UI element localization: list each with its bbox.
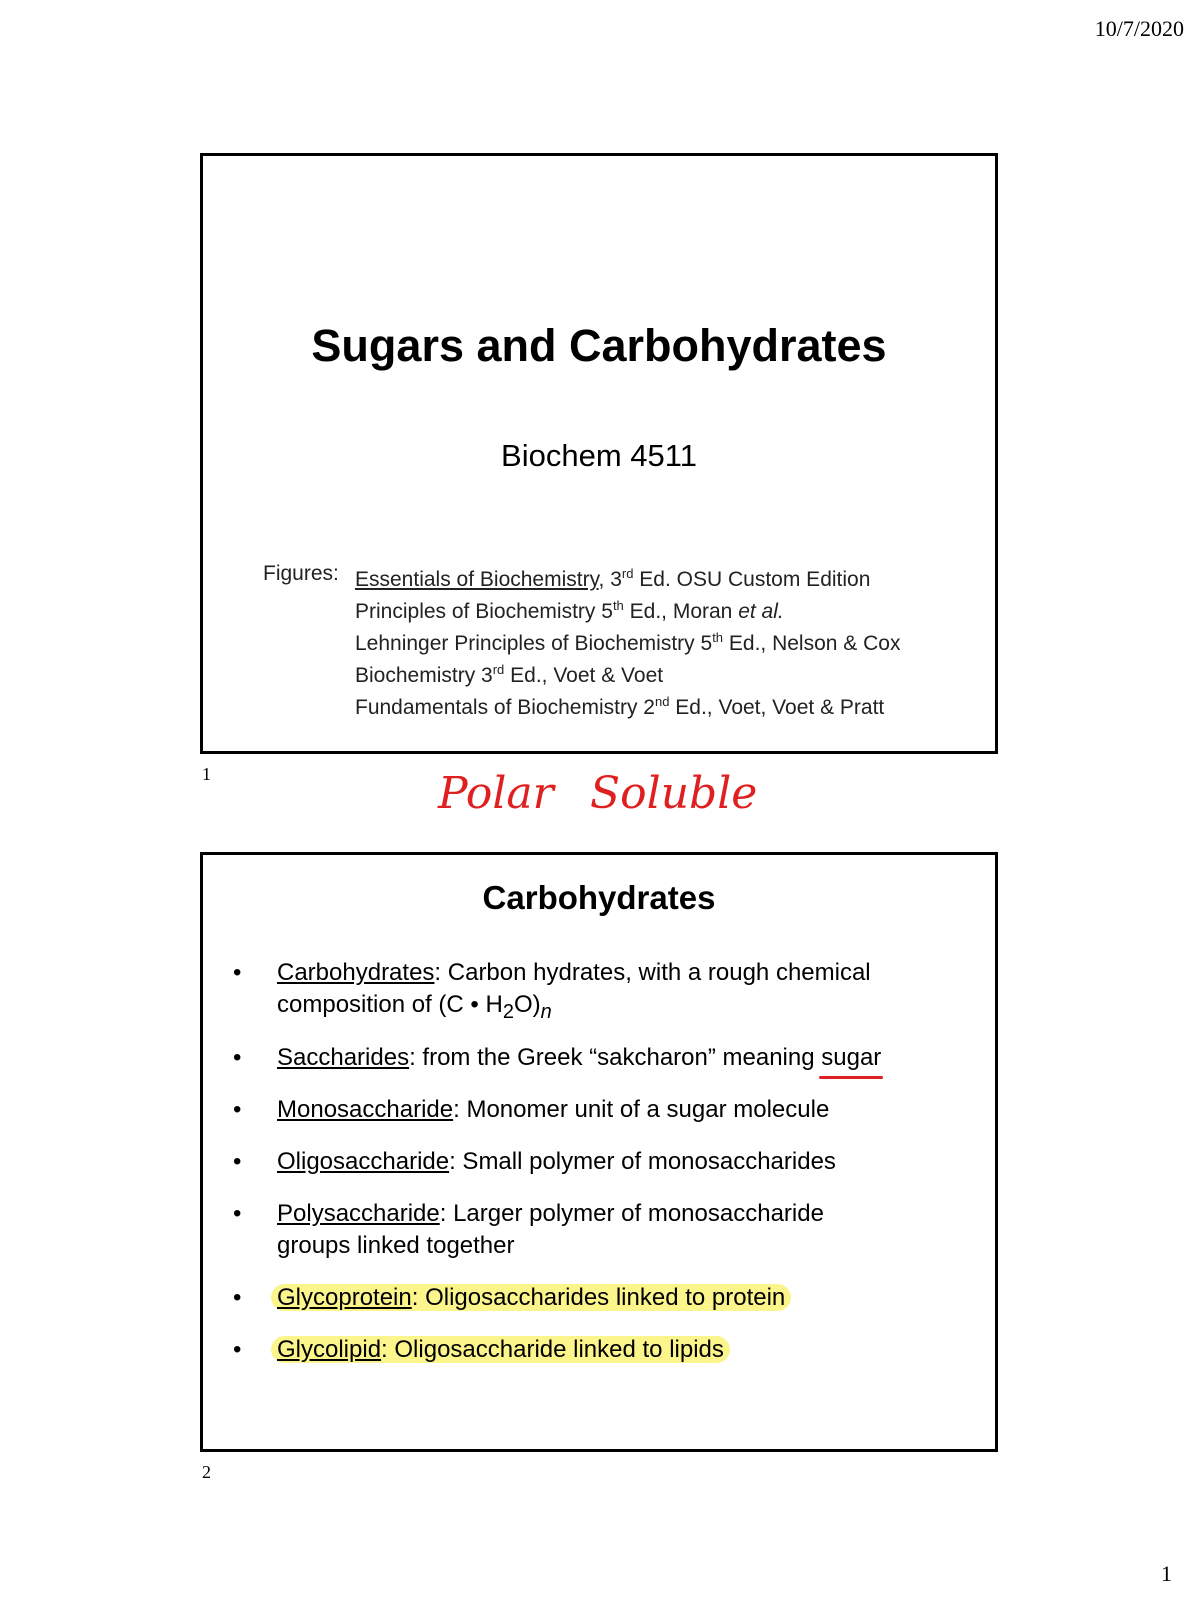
bullet-list: [233, 957, 965, 1366]
slide-2: [200, 852, 998, 1452]
bullet-icon: •: [233, 1095, 242, 1123]
bullet-icon: •: [233, 1199, 242, 1227]
page-date: 10/7/2020: [1094, 16, 1184, 41]
reference-item: Lehninger Principles of Biochemistry 5th Ed., Nelson & Cox: [355, 630, 901, 655]
bullet-item: • Monosaccharide: Monomer unit of a sugar molecule: [233, 1094, 965, 1126]
slide-number: 2: [202, 1462, 211, 1482]
reference-item: Principles of Biochemistry 5th Ed., Moran et al.: [355, 598, 784, 623]
slide-number: 1: [202, 764, 211, 784]
slide-subtitle: Biochem 4511: [501, 438, 697, 473]
handwritten-word-soluble: Soluble: [590, 768, 758, 819]
handwritten-annotation: [438, 760, 758, 830]
handwritten-underline: [819, 1076, 883, 1079]
reference-item: Essentials of Biochemistry, 3rd Ed. OSU Custom Edition: [355, 566, 871, 591]
reference-item: Fundamentals of Biochemistry 2nd Ed., Voet, Voet & Pratt: [355, 694, 885, 719]
figures-label: Figures:: [263, 562, 339, 585]
bullet-item-highlighted: [233, 1282, 965, 1314]
bullet-icon: •: [233, 959, 242, 986]
bullet-item: • Saccharides: from the Greek “sakcharon” meaning sugar: [233, 1042, 965, 1074]
underlined-word: sugar: [821, 1044, 881, 1071]
slide-1: [200, 153, 998, 754]
page-number: 1: [1161, 1561, 1172, 1586]
reference-item: Biochemistry 3rd Ed., Voet & Voet: [355, 662, 664, 687]
slide-title: Sugars and Carbohydrates: [311, 320, 887, 371]
bullet-icon: •: [233, 1283, 242, 1311]
bullet-item: • Carbohydrates: Carbon hydrates, with a rough chemical composition of (C • $H_2O)_n$: [233, 959, 871, 1023]
highlight: Glycolipid: Oligosaccharide linked to lipids: [271, 1336, 730, 1363]
highlight: Glycoprotein: Oligosaccharides linked to protein: [271, 1284, 791, 1311]
handwritten-word-polar: Polar: [438, 768, 554, 819]
bullet-item-highlighted: [233, 1334, 965, 1366]
bullet-icon: •: [233, 1335, 242, 1363]
bullet-icon: •: [233, 1147, 242, 1175]
bullet-item: • Oligosaccharide: Small polymer of monosaccharides: [233, 1146, 965, 1178]
bullet-item: • Polysaccharide: Larger polymer of monosaccharide groups linked together: [233, 1199, 824, 1259]
bullet-icon: •: [233, 1043, 242, 1071]
figures-references: [263, 561, 900, 721]
slide-title: Carbohydrates: [482, 879, 716, 916]
